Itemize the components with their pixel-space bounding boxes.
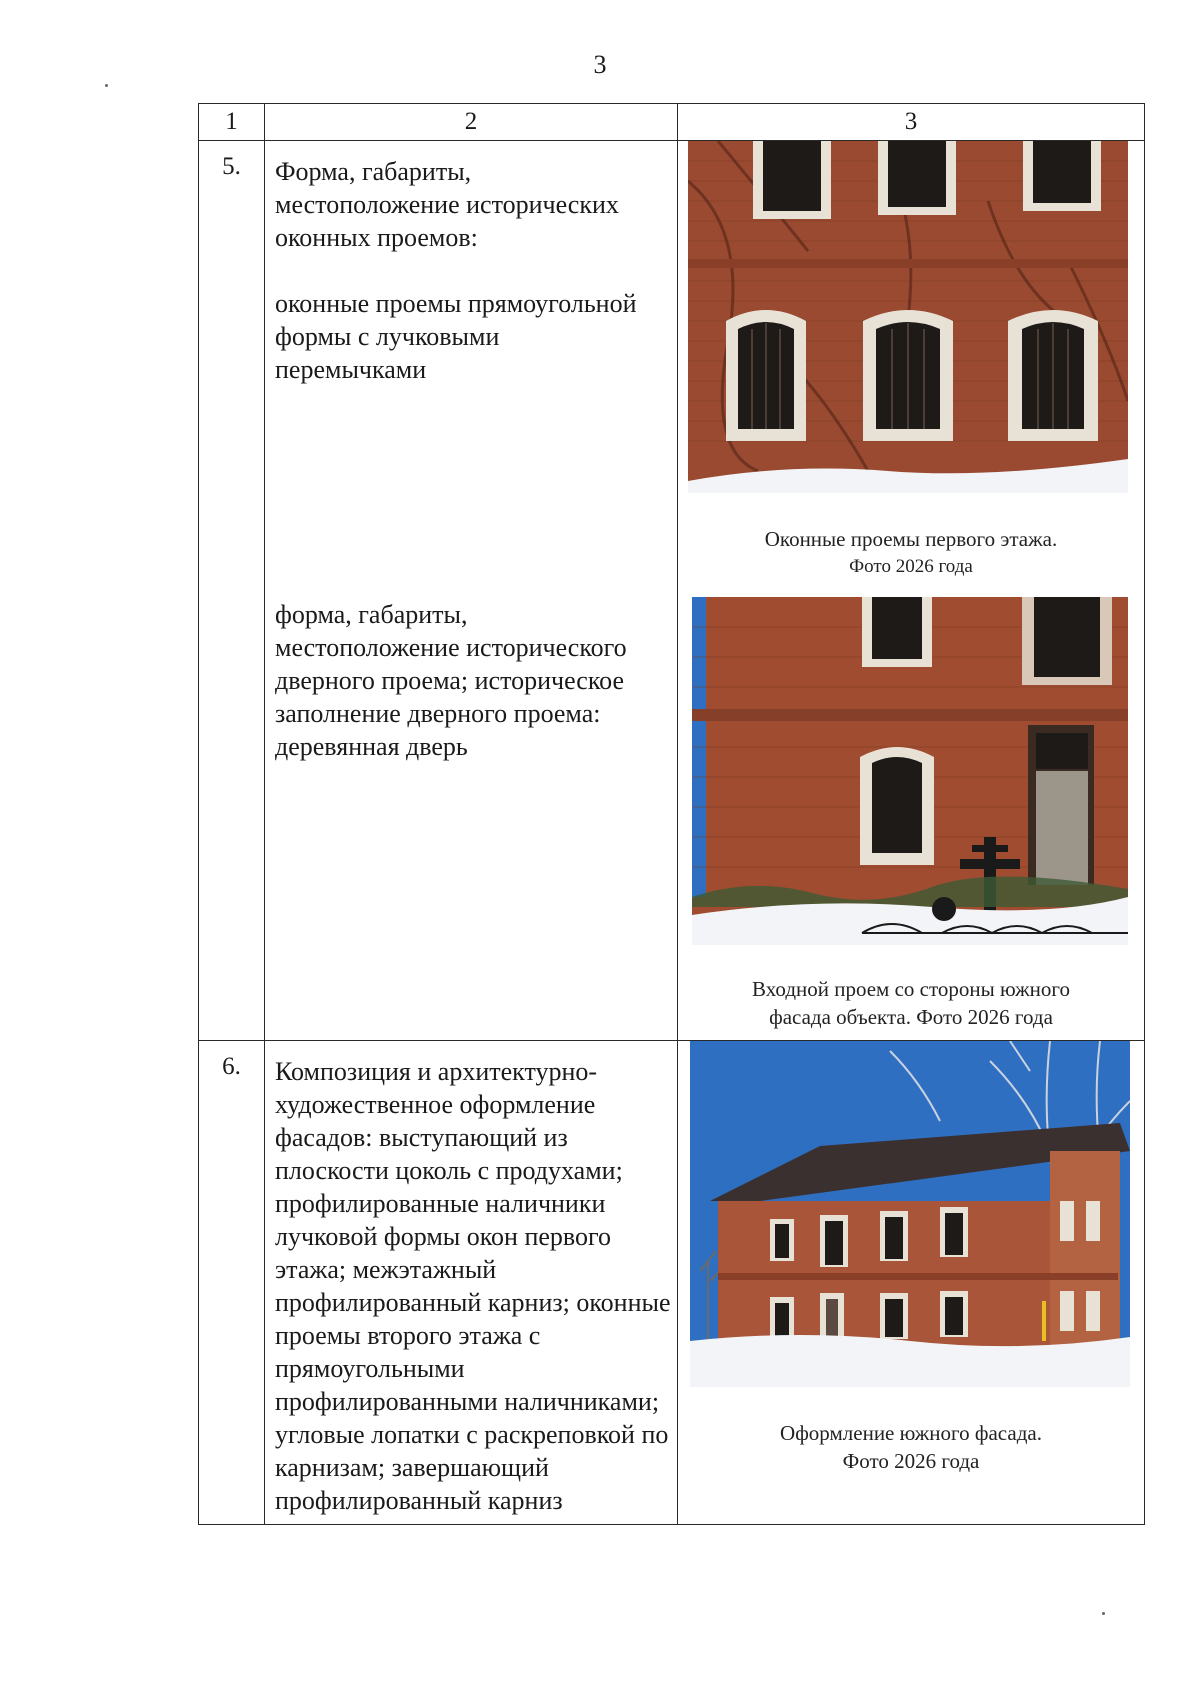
photo-caption-facade (678, 1419, 1144, 1475)
heritage-features-table (198, 103, 1145, 1525)
photo-block-windows (678, 141, 1144, 581)
cornice (688, 259, 1128, 268)
wooden-door (1036, 771, 1088, 885)
row-number: 6. (199, 1041, 265, 1525)
photo-column (678, 141, 1145, 1041)
header-col-3: 3 (678, 104, 1145, 141)
table-row-5 (199, 141, 1145, 1041)
yellow-marker (1042, 1301, 1046, 1341)
description-main: Форма, габариты, местоположение исторических оконных проемов: (275, 157, 619, 252)
photo-column (678, 1041, 1145, 1525)
header-col-1: 1 (199, 104, 265, 141)
table-header-row (199, 104, 1145, 141)
photo-caption-windows (678, 525, 1144, 581)
row-description (265, 141, 678, 1041)
page-number: 3 (593, 50, 607, 79)
caption-line-1: Входной проем со стороны южного (752, 977, 1070, 1001)
header-col-2: 2 (265, 104, 678, 141)
table-row-6 (199, 1041, 1145, 1525)
caption-line-2: Фото 2026 года (842, 1449, 980, 1473)
caption-line-1: Оконные проемы первого этажа. (764, 527, 1058, 551)
caption-line-2: Фото 2026 года (849, 556, 973, 577)
description-main: Композиция и архитектурно-художественное оформление фасадов: выступающий из плоскости цоколь с продухами; профилированные наличники лучковой формы окон первого этажа; межэтажный профилированный карниз; оконные проемы второго этажа с прямоугольными профилированными наличниками; угловые лопатки с раскреповкой по карнизам; завершающий профилированный карниз (275, 1057, 671, 1515)
lower-windows (726, 310, 1098, 441)
description-sub: оконные проемы прямоугольной формы с лучковыми перемычками (275, 289, 637, 384)
cornice-mid (718, 1273, 1118, 1280)
photo-first-floor-windows (688, 141, 1128, 493)
caption-line-2: фасада объекта. Фото 2026 года (769, 1005, 1053, 1029)
photo-entrance-south-facade (692, 597, 1128, 945)
photo-south-facade (690, 1041, 1130, 1387)
scan-speck (1102, 1612, 1105, 1615)
cornice (692, 709, 1128, 721)
photo-caption-door (678, 975, 1144, 1031)
row-description (265, 1041, 678, 1525)
description-door: форма, габариты, местоположение исторического дверного проема; историческое заполнение дверного проема: деревянная дверь (275, 600, 627, 761)
photo-block-door (678, 597, 1144, 1031)
scan-speck (105, 84, 108, 87)
upper-windows (753, 141, 1101, 219)
row-number: 5. (199, 141, 265, 1041)
caption-line-1: Оформление южного фасада. (780, 1421, 1042, 1445)
